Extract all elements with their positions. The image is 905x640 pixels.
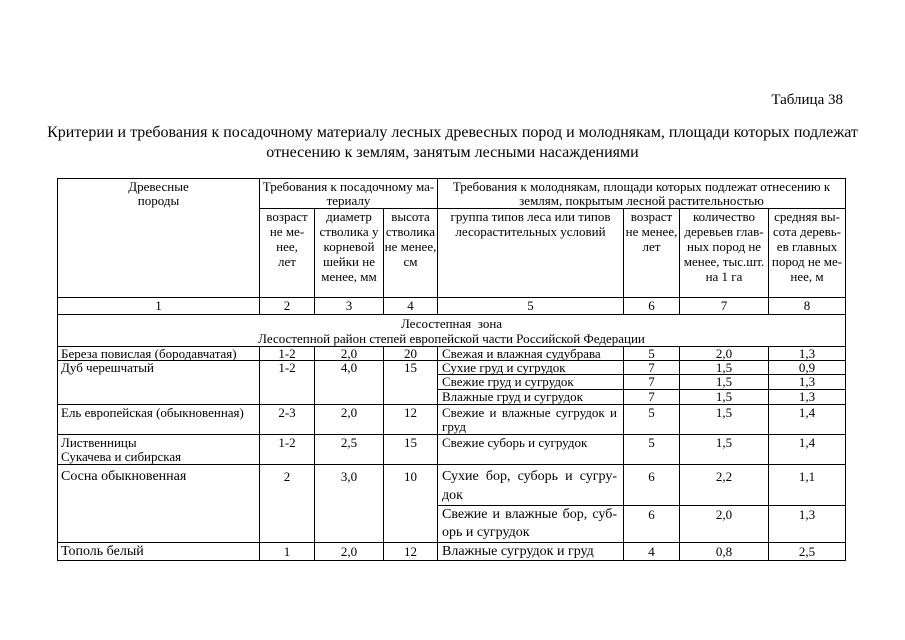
tree-count-cell: 1,5	[680, 390, 769, 405]
stem-height-cell: 20	[384, 347, 438, 361]
header-stem-height	[384, 209, 438, 298]
table-label: Таблица 38	[771, 92, 843, 108]
species-name-line: Тополь белый	[61, 544, 144, 559]
header-line: возраст	[630, 209, 673, 224]
header-planting-material-line: Требования к посадочному ма-	[262, 179, 435, 194]
average-height-cell: 1,4	[769, 435, 846, 465]
header-line: стволика	[385, 224, 436, 239]
species-name-line: Лиственницы	[61, 435, 137, 450]
species-name-cell	[58, 543, 260, 561]
table-title-line: Критерии и требования к посадочному материалу лесных древесных пород и молоднякам, площади которых подлежат	[47, 124, 858, 141]
table-row	[58, 543, 846, 561]
average-height-cell: 1,3	[769, 390, 846, 405]
header-planting-material-line: териалу	[326, 193, 371, 208]
forest-type-line: Свежая и влажная судубрава	[442, 346, 601, 361]
column-number: 5	[438, 298, 624, 315]
young-stand-age-cell: 7	[624, 390, 680, 405]
species-name-cell	[58, 435, 260, 465]
table-row	[58, 347, 846, 361]
header-line: количество	[692, 209, 756, 224]
species-name-line: Дуб черешчатый	[61, 360, 154, 375]
table-row	[58, 361, 846, 375]
forest-type-line: Сухие бор, суборь и сугру-	[442, 469, 617, 484]
forest-type-line: Свежие и влажные сугрудок и	[442, 405, 617, 420]
young-stand-age-cell: 5	[624, 435, 680, 465]
average-height-cell: 1,4	[769, 405, 846, 435]
forest-type-line: Свежие суборь и сугрудок	[442, 435, 588, 450]
species-name-cell	[58, 405, 260, 435]
species-name-cell	[58, 465, 260, 543]
column-number: 6	[624, 298, 680, 315]
planting-age-cell: 2-3	[260, 405, 315, 435]
header-line: корневой	[323, 239, 375, 254]
header-line: высота	[391, 209, 430, 224]
forest-type-cell	[438, 435, 624, 465]
header-species	[58, 179, 260, 298]
species-name-cell	[58, 347, 260, 361]
tree-count-cell: 1,5	[680, 405, 769, 435]
young-stand-age-cell: 4	[624, 543, 680, 561]
forest-type-cell	[438, 506, 624, 543]
tree-count-cell: 2,0	[680, 347, 769, 361]
header-line: группа типов леса или типов	[450, 209, 611, 224]
header-planting-material	[260, 179, 438, 209]
header-line: менее, тыс.шт.	[683, 254, 765, 269]
header-line: пород не ме-	[771, 254, 843, 269]
header-young-age	[624, 209, 680, 298]
column-number: 3	[315, 298, 384, 315]
header-line: стволика у	[319, 224, 379, 239]
forest-type-line: Свежие и влажные бор, суб-	[442, 507, 617, 522]
young-stand-age-cell: 7	[624, 375, 680, 390]
zone-cell	[58, 315, 846, 347]
planting-age-cell: 1-2	[260, 347, 315, 361]
young-stand-age-cell: 5	[624, 405, 680, 435]
header-species-line: породы	[137, 193, 180, 208]
header-line: менее, мм	[321, 269, 377, 284]
header-young-stands	[438, 179, 846, 209]
stem-height-cell: 10	[384, 465, 438, 543]
stem-diameter-cell: 2,5	[315, 435, 384, 465]
header-line: см	[403, 254, 418, 269]
tree-count-cell: 1,5	[680, 435, 769, 465]
stem-height-cell: 12	[384, 405, 438, 435]
zone-row	[58, 315, 846, 347]
planting-age-cell: 2	[260, 465, 315, 543]
forest-type-cell	[438, 347, 624, 361]
header-line: не менее,	[625, 224, 678, 239]
stem-diameter-cell: 2,0	[315, 347, 384, 361]
header-line: деревьев глав-	[684, 224, 764, 239]
forest-type-line: орь и сугрудок	[442, 525, 530, 540]
header-line: ев главных	[776, 239, 838, 254]
zone-region: Лесостепной район степей европейской части Российской Федерации	[258, 331, 645, 346]
tree-count-cell: 0,8	[680, 543, 769, 561]
header-line: нее, м	[790, 269, 824, 284]
criteria-table	[57, 178, 846, 561]
zone-name: Лесостепная зона	[400, 316, 503, 331]
header-line: не менее,	[384, 239, 437, 254]
table-row	[58, 405, 846, 435]
planting-age-cell: 1-2	[260, 361, 315, 405]
forest-type-cell	[438, 361, 624, 375]
column-number: 4	[384, 298, 438, 315]
column-number: 7	[680, 298, 769, 315]
planting-age-cell: 1-2	[260, 435, 315, 465]
column-number: 8	[769, 298, 846, 315]
header-tree-count	[680, 209, 769, 298]
forest-type-line: док	[442, 488, 463, 503]
table-title	[0, 123, 905, 163]
table-title-line: отнесению к землям, занятым лесными насаждениями	[266, 144, 639, 161]
young-stand-age-cell: 6	[624, 506, 680, 543]
species-name-line: Сукачева и сибирская	[61, 449, 182, 464]
column-number-row	[58, 298, 846, 315]
tree-count-cell: 1,5	[680, 375, 769, 390]
tree-count-cell: 1,5	[680, 361, 769, 375]
young-stand-age-cell: 5	[624, 347, 680, 361]
header-line: не ме-	[269, 224, 305, 239]
stem-diameter-cell: 3,0	[315, 465, 384, 543]
header-young-stands-line: Требования к молоднякам, площади которых подлежат отнесению к	[452, 179, 831, 194]
header-line: лет	[278, 254, 296, 269]
forest-type-line: Влажные груд и сугрудок	[442, 389, 583, 404]
young-stand-age-cell: 6	[624, 465, 680, 506]
young-stand-age-cell: 7	[624, 361, 680, 375]
forest-type-line: груд	[442, 419, 466, 434]
forest-type-line: Сухие груд и сугрудок	[442, 360, 566, 375]
tree-count-cell: 2,0	[680, 506, 769, 543]
header-stem-diameter	[315, 209, 384, 298]
column-number: 2	[260, 298, 315, 315]
forest-type-cell	[438, 465, 624, 506]
tree-count-cell: 2,2	[680, 465, 769, 506]
header-young-stands-line: землям, покрытым лесной растительностью	[519, 193, 764, 208]
table-row	[58, 435, 846, 465]
average-height-cell: 2,5	[769, 543, 846, 561]
header-line: ных пород не	[686, 239, 762, 254]
forest-type-cell	[438, 543, 624, 561]
stem-diameter-cell: 2,0	[315, 405, 384, 435]
header-line: на 1 га	[705, 269, 743, 284]
column-number: 1	[58, 298, 260, 315]
header-line: сота деревь-	[773, 224, 842, 239]
header-line: лет	[642, 239, 661, 254]
header-line: шейки не	[323, 254, 375, 269]
average-height-cell: 1,3	[769, 347, 846, 361]
forest-type-line: Свежие груд и сугрудок	[442, 374, 574, 389]
header-species-line: Древесные	[128, 179, 189, 194]
average-height-cell: 1,3	[769, 506, 846, 543]
forest-type-cell	[438, 405, 624, 435]
average-height-cell: 0,9	[769, 361, 846, 375]
species-name-line: Береза повислая (бородавчатая)	[61, 346, 237, 361]
stem-diameter-cell: 2,0	[315, 543, 384, 561]
header-line: средняя вы-	[774, 209, 840, 224]
table-row	[58, 465, 846, 506]
stem-diameter-cell: 4,0	[315, 361, 384, 405]
stem-height-cell: 15	[384, 361, 438, 405]
header-average-height	[769, 209, 846, 298]
species-name-line: Сосна обыкновенная	[61, 469, 187, 484]
average-height-cell: 1,1	[769, 465, 846, 506]
stem-height-cell: 15	[384, 435, 438, 465]
header-row	[58, 179, 846, 209]
header-line: возраст	[266, 209, 308, 224]
header-planting-age	[260, 209, 315, 298]
header-line: лесорастительных условий	[455, 224, 606, 239]
forest-type-cell	[438, 390, 624, 405]
forest-type-cell	[438, 375, 624, 390]
stem-height-cell: 12	[384, 543, 438, 561]
average-height-cell: 1,3	[769, 375, 846, 390]
planting-age-cell: 1	[260, 543, 315, 561]
species-name-line: Ель европейская (обыкновенная)	[61, 405, 244, 420]
header-line: нее,	[276, 239, 298, 254]
header-forest-type-group	[438, 209, 624, 298]
forest-type-line: Влажные сугрудок и груд	[442, 544, 594, 559]
species-name-cell	[58, 361, 260, 405]
header-line: диаметр	[326, 209, 372, 224]
